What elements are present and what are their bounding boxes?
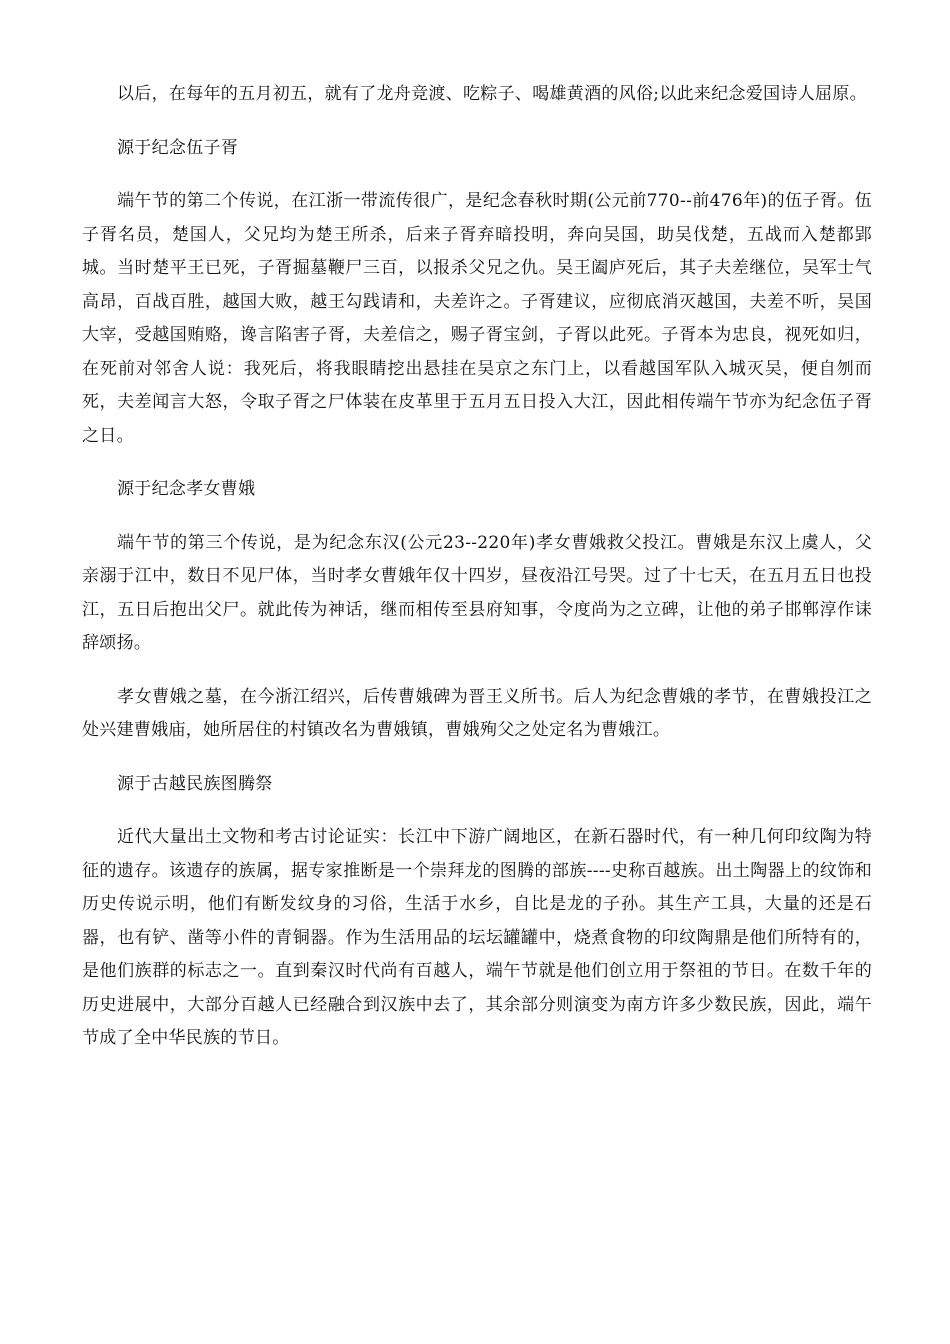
paragraph-qu-yuan-ending: 以后，在每年的五月初五，就有了龙舟竞渡、吃粽子、喝雄黄酒的风俗;以此来纪念爱国诗人屈原。 (117, 84, 867, 104)
paragraph-wu-zixu: 端午节的第二个传说，在江浙一带流传很广，是纪念春秋时期(公元前770--前476年)的伍子胥。伍子胥名员，楚国人，父兄均为楚王所杀，后来子胥弃暗投明，奔向吴国，助吴伐楚，五战而入楚都郢城。当时楚平王已死，子胥掘墓鞭尸三百，以报杀父兄之仇。吴王阖庐死后，其子夫差继位，吴军士气高昂，百战百胜，越国大败，越王勾践请和，夫差许之。子胥建议，应彻底消灭越国，夫差不听，吴国大宰，受越国贿赂，谗言陷害子胥，夫差信之，赐子胥宝剑，子胥以此死。子胥本为忠良，视死如归，在死前对邻舍人说：我死后，将我眼睛挖出悬挂在吴京之东门上，以看越国军队入城灭吴，便自刎而死，夫差闻言大怒，令取子胥之尸体装在皮革里于五月五日投入大江，因此相传端午节亦为纪念伍子胥之日。 (82, 191, 872, 446)
section-heading-yue-totem: 源于古越民族图腾祭 (117, 773, 273, 794)
paragraph-cao-e-legend: 端午节的第三个传说，是为纪念东汉(公元23--220年)孝女曹娥救父投江。曹娥是东汉上虞人，父亲溺于江中，数日不见尸体，当时孝女曹娥年仅十四岁，昼夜沿江号哭。过了十七天，在五月五日也投江，五日后抱出父尸。就此传为神话，继而相传至县府知事，令度尚为之立碑，让他的弟子邯郸淳作诔辞颂扬。 (82, 532, 872, 653)
paragraph-cao-e-tomb: 孝女曹娥之墓，在今浙江绍兴，后传曹娥碑为晋王义所书。后人为纪念曹娥的孝节，在曹娥投江之处兴建曹娥庙，她所居住的村镇改名为曹娥镇，曹娥殉父之处定名为曹娥江。 (82, 686, 872, 740)
document-page (82, 78, 872, 1076)
paragraph-yue-totem: 近代大量出土文物和考古讨论证实：长江中下游广阔地区，在新石器时代，有一种几何印纹陶为特征的遗存。该遗存的族属，据专家推断是一个崇拜龙的图腾的部族----史称百越族。出土陶器上的纹饰和历史传说示明，他们有断发纹身的习俗，生活于水乡，自比是龙的子孙。其生产工具，大量的还是石器，也有铲、凿等小件的青铜器。作为生活用品的坛坛罐罐中，烧煮食物的印纹陶鼎是他们所特有的，是他们族群的标志之一。直到秦汉时代尚有百越人，端午节就是他们创立用于祭祖的节日。在数千年的历史进展中，大部分百越人已经融合到汉族中去了，其余部分则演变为南方许多少数民族，因此，端午节成了全中华民族的节日。 (82, 827, 872, 1048)
section-heading-wu-zixu: 源于纪念伍子胥 (117, 137, 239, 158)
section-heading-cao-e: 源于纪念孝女曹娥 (117, 479, 256, 499)
